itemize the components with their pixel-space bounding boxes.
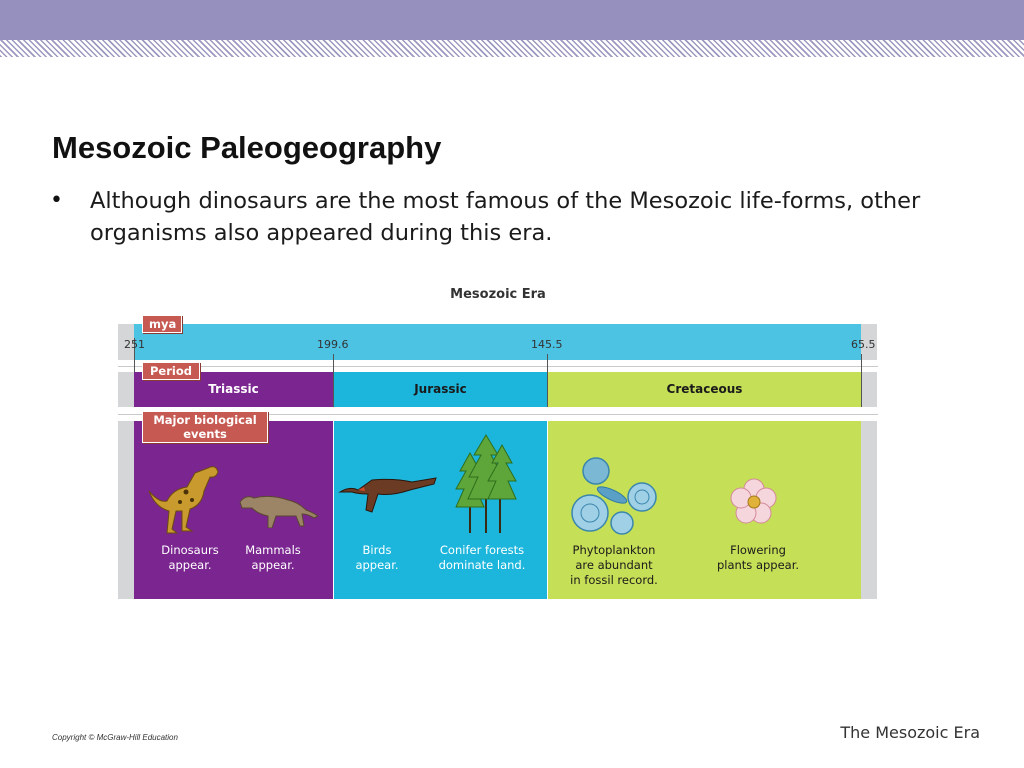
footer-copyright: Copyright © McGraw-Hill Education [52,733,178,742]
tick-label-251: 251 [124,338,145,351]
tag-major-biological-events [142,411,268,443]
event-label-line: appear. [251,558,295,572]
flower-icon [730,478,778,526]
event-label-line: appear. [168,558,212,572]
right-rail-events [861,421,877,599]
event-label-line: in fossil record. [570,573,658,587]
event-label-conifer-forests [432,543,532,573]
event-label-dinosaurs [146,543,234,573]
mya-bar [134,324,861,360]
tag-period-label: Period [150,364,192,378]
event-label-line: Mammals [245,543,301,557]
tag-mya: mya [142,315,182,333]
timeline-title: Mesozoic Era [450,287,546,302]
event-label-mammals [232,543,314,573]
phytoplankton-icon [566,457,666,541]
event-label-line: are abundant [575,558,653,572]
tick-label-145-5: 145.5 [531,338,563,351]
event-label-line: Birds [362,543,392,557]
period-label-triassic: Triassic [208,382,259,396]
event-label-line: appear. [355,558,399,572]
event-label-birds [336,543,418,573]
tick-line-65-5 [861,354,862,407]
tag-period [142,362,200,380]
mesozoic-era-timeline [118,283,878,601]
left-rail-period [118,372,134,407]
slide-title: Mesozoic Paleogeography [52,130,442,165]
left-rail-events [118,421,134,599]
event-label-line: plants appear. [716,558,800,572]
right-rail-period [861,372,877,407]
event-label-line: dominate land. [438,558,526,572]
bird-icon [338,468,438,518]
event-label-flowering-plants [708,543,808,573]
event-label-line: Dinosaurs [161,543,219,557]
tag-events-line2: events [183,427,227,441]
footer-section-title: The Mesozoic Era [840,723,980,742]
row-divider [118,366,878,367]
mammal-icon [236,488,320,528]
tick-label-199-6: 199.6 [317,338,349,351]
dinosaur-icon [146,458,224,538]
tick-label-65-5: 65.5 [851,338,876,351]
event-label-phytoplankton [564,543,664,588]
period-label-jurassic: Jurassic [414,382,467,396]
period-label-cretaceous: Cretaceous [666,382,743,396]
event-label-line: Flowering [730,543,786,557]
bullet-marker: • [50,188,63,213]
bullet-text: Although dinosaurs are the most famous of the Mesozoic life-forms, other organisms also appeared during this era. [90,188,921,246]
header-band [0,0,1024,40]
tag-events-line1: Major biological [153,413,257,427]
conifer-icon [448,431,526,536]
header-hatch-stripe [0,40,1024,57]
event-label-line: Conifer forests [439,543,525,557]
event-label-line: Phytoplankton [572,543,656,557]
